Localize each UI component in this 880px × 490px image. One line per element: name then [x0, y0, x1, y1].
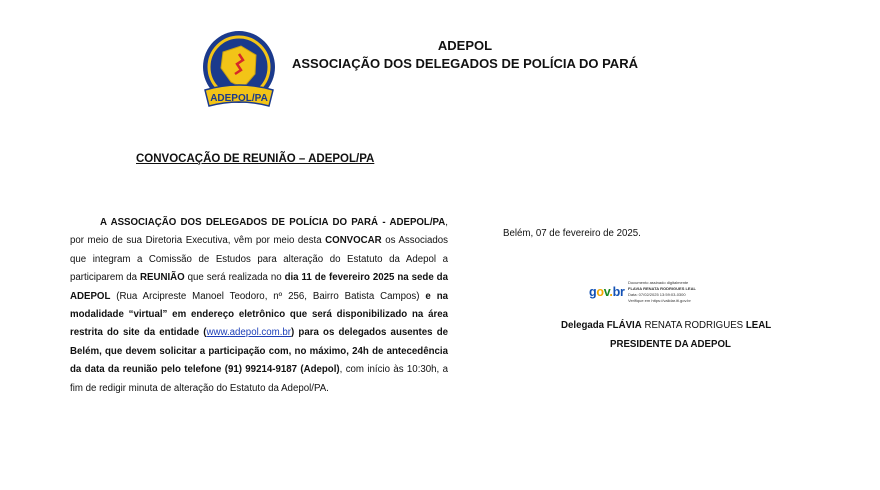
body-date-place: dia 11 de fevereiro 2025 na sede da ADEPOL	[70, 272, 448, 302]
document-title: CONVOCAÇÃO DE REUNIÃO – ADEPOL/PA	[136, 153, 375, 165]
adepol-seal-logo	[199, 30, 279, 114]
convocation-body: A ASSOCIAÇÃO DOS DELEGADOS DE POLÍCIA DO PARÁ - ADEPOL/PA, por meio de sua Diretoria Executiva, vêm por meio desta CONVOCAR os Associados que integram a Comissão de Estudos para alteração do Estatuto da Adepol a participarem da REUNIÃO que será realizada no dia 11 de fevereiro 2025 na sede da ADEPOL (Rua Arcipreste Manoel Teodoro, nº 256, Bairro Batista Campos) e na modalidade “virtual” em endereço eletrônico que será disponibilizado na área restrita do site da entidade (www.adepol.com.br) para os delegados ausentes de Belém, que devem solicitar a participação com, no máximo, 24h de antecedência da data da reunião pelo telefone (91) 99214-9187 (Adepol), com início às 10:30h, a fim de redigir minuta de alteração do Estatuto da Adepol/PA.	[70, 217, 449, 394]
org-header	[290, 37, 640, 73]
signatory-name: Delegada FLÁVIA RENATA RODRIGUES LEAL	[561, 320, 772, 331]
signatory-role: PRESIDENTE DA ADEPOL	[610, 339, 731, 350]
org-short: ADEPOL	[437, 38, 493, 53]
org-full: ASSOCIAÇÃO DOS DELEGADOS DE POLÍCIA DO PARÁ	[292, 56, 638, 71]
logo-text: ADEPOL/PA	[210, 93, 268, 104]
adepol-site-link[interactable]: www.adepol.com.br	[206, 327, 292, 339]
date-line: Belém, 07 de fevereiro de 2025.	[503, 228, 641, 239]
body-reuniao: REUNIÃO	[140, 272, 185, 284]
govbr-signature-details: Documento assinado digitalmente FLAVIA RENATA RODRIGUES LEAL Data: 07/02/2025 13:59:03-0300 Verifique em https://validar.iti.gov.br	[628, 280, 696, 303]
body-org-name: A ASSOCIAÇÃO DOS DELEGADOS DE POLÍCIA DO PARÁ - ADEPOL/PA	[100, 217, 446, 228]
govbr-logo: gov.br	[589, 285, 625, 299]
body-instructions: ) para os delegados ausentes de Belém, que devem solicitar a participação com, no máximo, 24h de antecedência da data da reunião pelo telefone (91) 99214-9187 (Adepol)	[70, 327, 449, 376]
body-convocar: CONVOCAR	[325, 235, 382, 247]
